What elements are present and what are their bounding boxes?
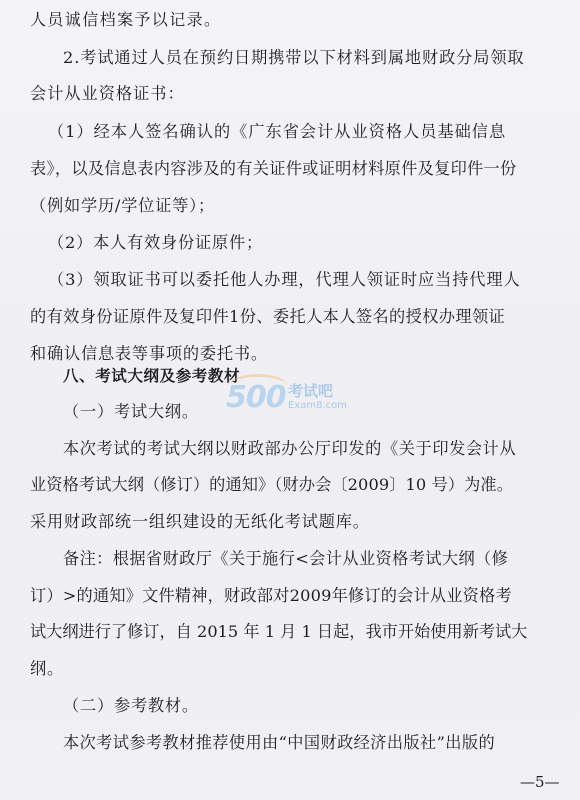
subheading-outline: （一）考试大纲。 bbox=[63, 402, 199, 421]
text-line-13: 本次考试的考试大纲以财政部办公厅印发的《关于印发会计从 bbox=[63, 439, 517, 458]
watermark-name: 考试吧 bbox=[288, 382, 334, 400]
text-line-8: （3）领取证书可以委托他人办理，代理人领证时应当持代理人 bbox=[48, 270, 521, 289]
text-line-14: 业资格考试大纲（修订）的通知》（财办会〔2009〕10 号）为准。 bbox=[30, 475, 514, 494]
page-number: —5— bbox=[520, 773, 560, 791]
section-heading: 八、考试大纲及参考教材 bbox=[63, 367, 241, 385]
text-line-9: 的有效身份证原件及复印件1份、委托人本人签名的授权办理领证 bbox=[30, 307, 506, 326]
text-line-7: （2）本人有效身份证原件； bbox=[48, 233, 263, 252]
text-line-21: 本次考试参考教材推荐使用由“中国财政经济出版社”出版的 bbox=[63, 733, 496, 752]
text-line-17: 订）>的通知》文件精神，财政部对2009年修订的会计从业资格考 bbox=[30, 586, 512, 605]
watermark-logo bbox=[226, 380, 356, 424]
text-line-19: 纲。 bbox=[30, 659, 64, 678]
watermark-domain: Exam8.com bbox=[288, 400, 348, 411]
text-line-5: 表》，以及信息表内容涉及的有关证件或证明材料原件及复印件一份 bbox=[30, 159, 517, 178]
text-line-2: 2.考试通过人员在预约日期携带以下材料到属地财政分局领取 bbox=[63, 48, 525, 67]
text-line-6: （例如学历/学位证等）； bbox=[30, 196, 216, 215]
text-line-15: 采用财政部统一组织建设的无纸化考试题库。 bbox=[30, 512, 370, 531]
text-line-16: 备注：根据省财政厅《关于施行<会计从业资格考试大纲（修 bbox=[63, 549, 509, 568]
text-line-4: （1）经本人签名确认的《广东省会计从业资格人员基础信息 bbox=[48, 122, 507, 141]
text-line-10: 和确认信息表等事项的委托书。 bbox=[30, 344, 268, 363]
watermark-number: 500 bbox=[226, 380, 286, 415]
subheading-textbook: （二）参考教材。 bbox=[63, 696, 199, 715]
text-line-3: 会计从业资格证书： bbox=[30, 84, 185, 103]
text-line-18: 试大纲进行了修订，自 2015 年 1 月 1 日起，我市开始使用新考试大 bbox=[30, 622, 528, 641]
text-line-1: 人员诚信档案予以记录。 bbox=[30, 10, 222, 29]
